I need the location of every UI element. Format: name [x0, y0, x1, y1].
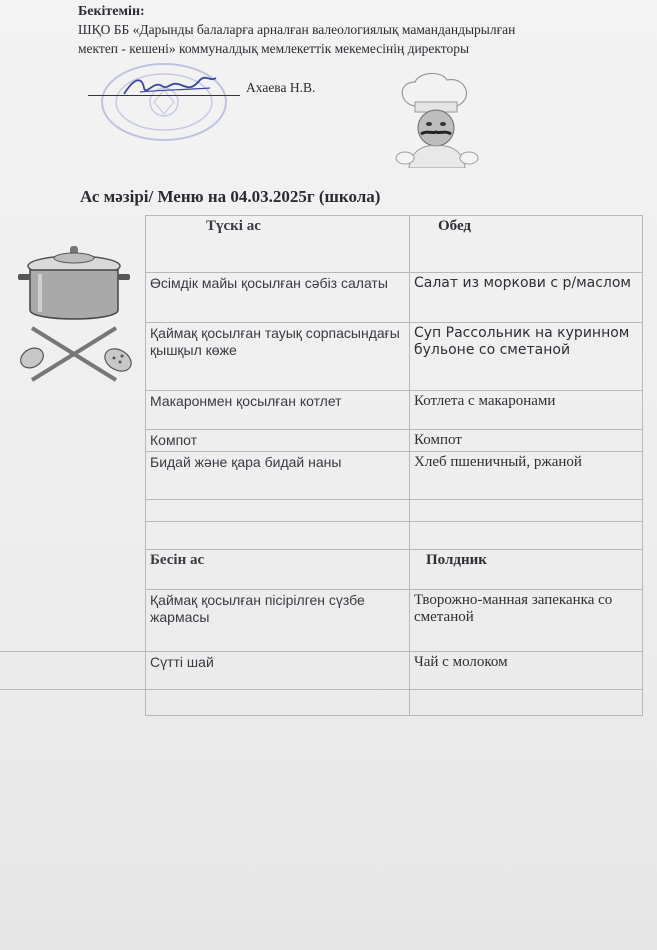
header-ru-lunch: Обед: [410, 216, 643, 273]
empty-cell: [146, 500, 410, 522]
table-row: [0, 652, 643, 690]
empty-cell: [410, 522, 643, 550]
empty-cell: [410, 500, 643, 522]
header-kz-lunch: Түскі ас: [146, 216, 410, 273]
signature-line: [88, 95, 240, 96]
empty-cell: [410, 690, 643, 716]
signature-icon: [120, 72, 220, 102]
dish-ru: Суп Рассольник на куринном бульоне со сметаной: [410, 323, 643, 391]
dish-ru: Котлета с макаронами: [410, 391, 643, 430]
approval-line-1: ШҚО ББ «Дарынды балаларға арналған валеологиялық мамандандырылған: [78, 22, 516, 37]
dish-ru: Хлеб пшеничный, ржаной: [410, 452, 643, 500]
approval-line-2: мектеп - кешені» коммуналдық мемлекеттік мекемесінің директоры: [78, 41, 470, 56]
decor-cell: [0, 652, 146, 690]
dish-kz: Сүтті шай: [146, 652, 410, 690]
dish-kz: Макаронмен қосылған котлет: [146, 391, 410, 430]
dish-ru: Компот: [410, 430, 643, 452]
header-kz-snack: Бесін ас: [146, 550, 410, 590]
empty-cell: [146, 522, 410, 550]
dish-kz: Компот: [146, 430, 410, 452]
approval-title: Бекітемін:: [78, 4, 145, 19]
decor-cell: [0, 690, 146, 716]
dish-kz: Қаймақ қосылған тауық сорпасындағы қышқыл көже: [146, 323, 410, 391]
table-row: [0, 690, 643, 716]
dish-ru: Салат из моркови с р/маслом: [410, 273, 643, 323]
menu-heading: Ас мәзірі/ Меню на 04.03.2025г (школа): [80, 187, 381, 206]
decor-cell: [0, 590, 146, 652]
dish-kz: Бидай және қара бидай наны: [146, 452, 410, 500]
chef-illustration-icon: [385, 72, 485, 168]
dish-ru: Чай с молоком: [410, 652, 643, 690]
dish-kz: Өсімдік майы қосылған сәбіз салаты: [146, 273, 410, 323]
cooking-pot-icon: [18, 238, 136, 388]
dish-ru: Творожно-манная запеканка со сметаной: [410, 590, 643, 652]
table-row: [0, 590, 643, 652]
empty-cell: [146, 690, 410, 716]
director-name: Ахаева Н.В.: [246, 80, 316, 95]
header-ru-snack: Полдник: [410, 550, 643, 590]
dish-kz: Қаймақ қосылған пісірілген сүзбе жармасы: [146, 590, 410, 652]
